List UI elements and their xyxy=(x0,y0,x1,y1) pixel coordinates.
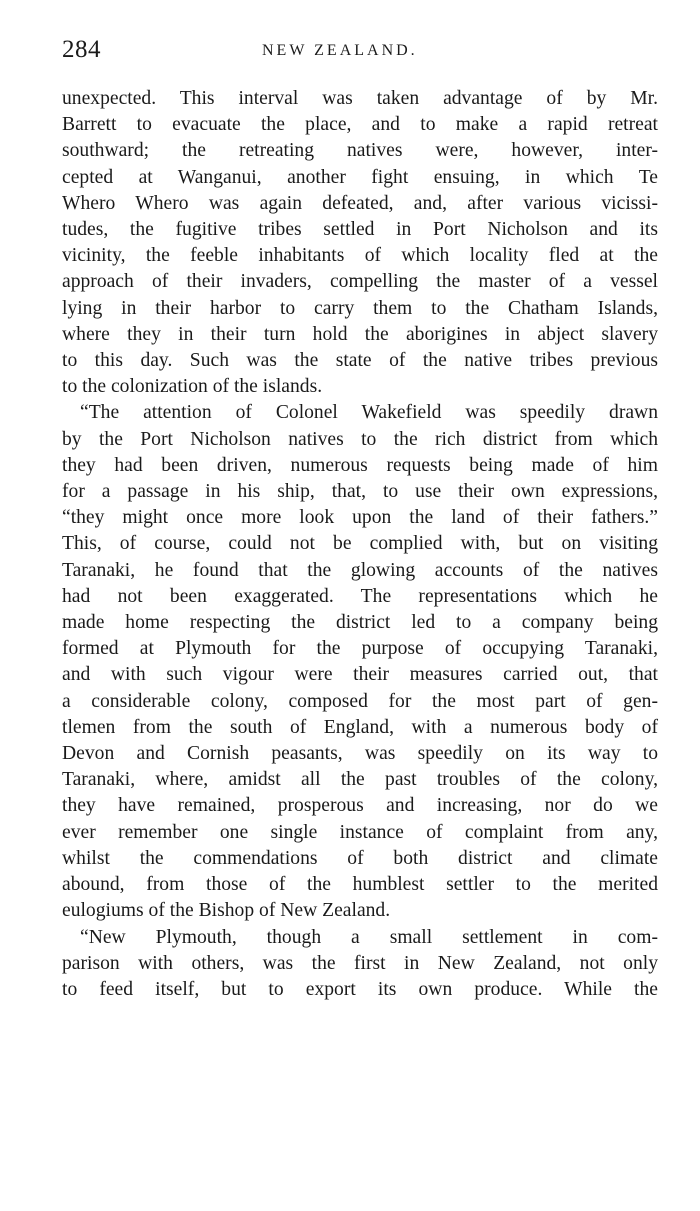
text-line: “The attention of Colonel Wakefield was speedily drawn xyxy=(80,402,658,424)
body-text xyxy=(62,86,658,1003)
text-line: to this day. Such was the state of the native tribes previous xyxy=(62,350,658,372)
text-line: a considerable colony, composed for the most part of gen- xyxy=(62,690,658,712)
running-title: NEW ZEALAND. xyxy=(262,42,418,59)
text-line: tudes, the fugitive tribes settled in Port Nicholson and its xyxy=(62,219,658,241)
text-line: made home respecting the district led to a company being xyxy=(62,612,658,634)
page-number: 284 xyxy=(62,36,101,63)
text-line: ever remember one single instance of complaint from any, xyxy=(62,821,658,843)
book-page xyxy=(62,36,658,1003)
text-line: where they in their turn hold the aborigines in abject slavery xyxy=(62,323,658,345)
text-line: vicinity, the feeble inhabitants of which locality fled at the xyxy=(62,245,658,267)
text-line: unexpected. This interval was taken advantage of by Mr. xyxy=(62,88,658,109)
text-line: and with such vigour were their measures carried out, that xyxy=(62,664,658,686)
text-line: southward; the retreating natives were, however, inter- xyxy=(62,140,658,162)
text-line: tlemen from the south of England, with a numerous body of xyxy=(62,716,658,738)
text-line: they have remained, prosperous and increasing, nor do we xyxy=(62,795,658,817)
text-line: cepted at Wanganui, another fight ensuing, in which Te xyxy=(62,166,658,188)
text-line: Taranaki, he found that the glowing accounts of the natives xyxy=(62,559,658,581)
text-line: for a passage in his ship, that, to use their own expressions, xyxy=(62,481,658,503)
text-line: Whero Whero was again defeated, and, after various vicissi- xyxy=(62,192,658,214)
text-line: This, of course, could not be complied with, but on visiting xyxy=(62,533,658,555)
text-line: whilst the commendations of both district and climate xyxy=(62,847,658,869)
text-line: by the Port Nicholson natives to the rich district from which xyxy=(62,428,658,450)
running-head xyxy=(62,36,658,70)
text-line: to the colonization of the islands. xyxy=(62,376,323,398)
text-line: Taranaki, where, amidst all the past troubles of the colony, xyxy=(62,769,658,791)
text-line: Devon and Cornish peasants, was speedily on its way to xyxy=(62,743,658,765)
text-line: “New Plymouth, though a small settlement in com- xyxy=(80,926,658,948)
text-line: they had been driven, numerous requests being made of him xyxy=(62,454,658,476)
text-line: to feed itself, but to export its own produce. While the xyxy=(62,978,658,1000)
text-line: parison with others, was the first in New Zealand, not only xyxy=(62,952,658,974)
text-line: lying in their harbor to carry them to the Chatham Islands, xyxy=(62,297,658,319)
text-line: “they might once more look upon the land of their fathers.” xyxy=(62,507,658,529)
text-line: eulogiums of the Bishop of New Zealand. xyxy=(62,900,391,922)
text-line: approach of their invaders, compelling the master of a vessel xyxy=(62,271,658,293)
text-line: abound, from those of the humblest settler to the merited xyxy=(62,874,658,896)
text-line: had not been exaggerated. The representations which he xyxy=(62,585,658,607)
text-line: Barrett to evacuate the place, and to make a rapid retreat xyxy=(62,114,658,136)
text-line: formed at Plymouth for the purpose of occupying Taranaki, xyxy=(62,638,658,660)
